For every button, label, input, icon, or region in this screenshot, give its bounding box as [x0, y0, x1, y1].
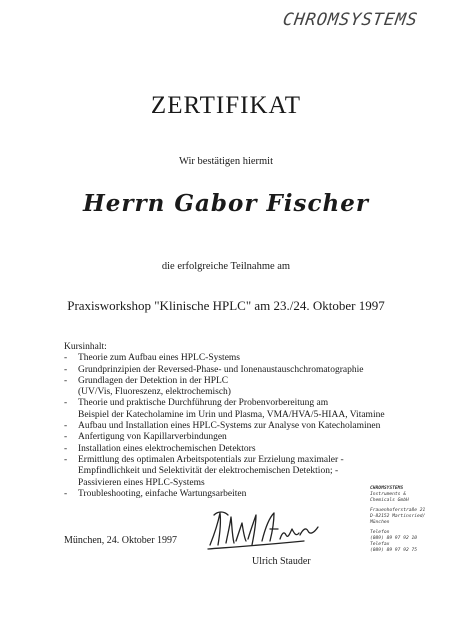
stamp-city: D-82152 Martinsried/ — [370, 514, 426, 519]
place-date: München, 24. Oktober 1997 — [64, 535, 178, 546]
course-item-line: (UV/Vis, Fluoreszenz, elektrochemisch) — [78, 387, 231, 398]
course-item-line: Empfindlichkeit und Selektivität der elektrochemischen Detektion; - — [78, 466, 339, 477]
course-item — [64, 455, 404, 489]
course-item — [64, 365, 404, 376]
course-list — [64, 353, 404, 500]
stamp-street: Frauenhoferstraße 21 — [370, 508, 426, 513]
course-item — [64, 376, 404, 399]
course-item — [64, 489, 404, 500]
stamp-tel-label: Telefon — [370, 530, 390, 535]
course-item — [64, 444, 404, 455]
course-item-line: - Anfertigung von Kapillarverbindungen — [78, 432, 227, 443]
signer-name: Ulrich Stauder — [252, 556, 311, 567]
course-content — [64, 342, 404, 500]
workshop-title: Praxisworkshop "Klinische HPLC" am 23./24. Oktober 1997 — [67, 298, 385, 313]
course-item-line: - Theorie und praktische Durchführung der Probenvorbereitung am — [78, 398, 329, 409]
recipient-name: Herrn Gabor Fischer — [83, 190, 369, 217]
certificate-title: ZERTIFIKAT — [150, 92, 302, 119]
course-item-line: Passivieren eines HPLC-Systems — [78, 477, 205, 488]
course-item — [64, 432, 404, 443]
stamp-line3: Chemicals GmbH — [370, 498, 409, 503]
stamp-fax: (089) 89 97 92 75 — [370, 548, 418, 553]
company-stamp — [370, 486, 434, 554]
course-heading: Kursinhalt: — [64, 342, 107, 352]
course-item — [64, 353, 404, 364]
course-item-line: Beispiel der Katecholamine im Urin und Plasma, VMA/HVA/5-HIAA, Vitamine — [78, 409, 385, 420]
course-item — [64, 421, 404, 432]
stamp-fax-label: Telefax — [370, 542, 390, 547]
course-item-line: - Grundlagen der Detektion in der HPLC — [78, 375, 229, 386]
participation-text: die erfolgreiche Teilnahme am — [161, 261, 291, 272]
course-item-line: - Aufbau und Installation eines HPLC-Systems zur Analyse von Katecholaminen — [78, 421, 381, 432]
course-item-line: - Installation eines elektrochemischen Detektors — [78, 443, 256, 454]
stamp-city2: München — [370, 520, 390, 525]
brand-logo: CHROMSYSTEMS — [281, 10, 420, 30]
course-item-line: - Troubleshooting, einfache Wartungsarbeiten — [78, 488, 247, 499]
course-item — [64, 398, 404, 421]
course-item-line: - Ermittlung des optimalen Arbeitspotentials zur Erzielung maximaler - — [78, 454, 344, 465]
stamp-name: CHROMSYSTEMS — [370, 486, 404, 491]
signature-image — [204, 505, 324, 553]
course-item-line: - Theorie zum Aufbau eines HPLC-Systems — [78, 353, 241, 364]
stamp-tel: (089) 89 97 92 10 — [370, 536, 418, 541]
course-item-line: - Grundprinzipien der Reversed-Phase- und Ionenaustauschchromatographie — [78, 364, 364, 375]
confirmation-text: Wir bestätigen hiermit — [178, 156, 274, 167]
stamp-line2: Instruments & — [370, 492, 406, 497]
